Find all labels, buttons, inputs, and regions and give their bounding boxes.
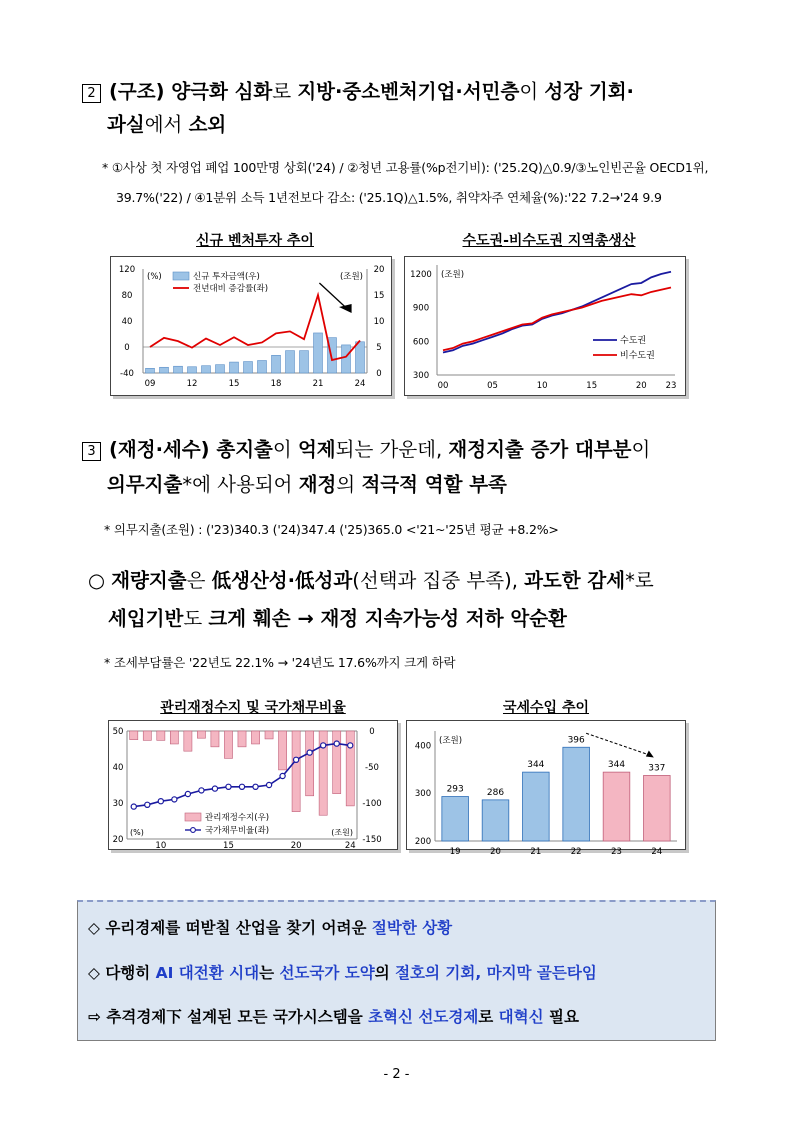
x-tick-label: 23 (665, 381, 677, 391)
summary-row-2 (88, 961, 597, 983)
line-point (185, 791, 190, 796)
data-label: 337 (648, 763, 666, 774)
bar (300, 351, 309, 373)
trend-arrow-head (339, 304, 352, 313)
x-tick-label: 24 (651, 847, 663, 857)
y-right-tick-label: -150 (362, 835, 382, 845)
bar (306, 731, 314, 796)
bar (523, 772, 550, 841)
line-point (294, 757, 299, 762)
x-tick-label: 09 (144, 379, 156, 389)
section-number-box: 3 (82, 442, 101, 461)
line-point (307, 750, 312, 755)
y-left-tick-label: 20 (112, 835, 124, 845)
bar (197, 731, 205, 738)
grdp-chart (404, 256, 686, 396)
y-tick-label: 200 (414, 837, 432, 847)
bar (286, 351, 295, 373)
section3-bullet-line2 (108, 606, 567, 631)
grdp-chart-svg (405, 257, 685, 395)
text-segment: 절호의 기회, 마지막 골든타임 (395, 964, 597, 982)
y-left-tick-label: 120 (118, 265, 136, 275)
y-left-tick-label: 30 (112, 799, 124, 809)
line-series (134, 744, 350, 807)
legend-bar-swatch (173, 272, 189, 280)
bar (356, 342, 365, 373)
y-tick-label: 1200 (410, 269, 432, 280)
trend-arrow-head (646, 750, 654, 757)
grdp-chart-title: 수도권-비수도권 지역총생산 (462, 233, 636, 249)
x-tick-label: 22 (570, 847, 582, 857)
y-left-tick-label: 40 (121, 317, 133, 327)
section2-note-line1: * ①사상 첫 자영업 폐업 100만명 상회('24) / ②청년 고용률(%p전기비): ('25.2Q)△0.9/③노인빈곤율 OECD1위, (102, 160, 709, 175)
trend-arrow (586, 733, 651, 755)
text-segment: 로 (272, 80, 298, 103)
y-left-tick-label: -40 (120, 369, 134, 379)
text-segment: 소외 (188, 113, 227, 136)
bar (442, 797, 469, 841)
text-segment: 초혁신 선도경제 (368, 1008, 479, 1026)
section3-bullet-line1 (88, 568, 654, 593)
legend-label: 관리재정수지(우) (205, 813, 270, 823)
text-segment: 이 (631, 438, 651, 461)
legend-label: 신규 투자금액(우) (193, 272, 260, 282)
x-tick-label: 24 (354, 379, 366, 389)
bar (130, 731, 138, 740)
y-right-tick-label: -100 (362, 799, 382, 809)
bar (211, 731, 219, 747)
y-right-tick-label: 5 (376, 343, 382, 353)
legend-label: 국가채무비율(좌) (205, 826, 270, 836)
line-point (266, 782, 271, 787)
bar (174, 366, 183, 373)
bar (143, 731, 151, 740)
text-segment: 대혁신 (498, 1008, 544, 1026)
x-tick-label: 00 (437, 381, 449, 391)
text-segment: 지방·중소벤처기업·서민층 (297, 80, 520, 103)
legend-point-swatch (191, 828, 196, 833)
line-point (199, 788, 204, 793)
x-tick-label: 05 (487, 381, 498, 391)
text-segment: 이 (272, 438, 298, 461)
x-tick-label: 15 (228, 379, 240, 389)
line-point (334, 741, 339, 746)
line-point (348, 743, 353, 748)
bar (157, 731, 165, 740)
data-label: 396 (567, 735, 585, 746)
text-segment: AI 대전환 시대 (155, 964, 260, 982)
legend-label: 전년대비 증감률(좌) (193, 284, 269, 294)
section3-headline-line1 (82, 437, 650, 462)
text-segment: (재정·세수) 총지출 (109, 438, 273, 461)
x-tick-label: 21 (530, 847, 542, 857)
bar (184, 731, 192, 751)
x-tick-label: 19 (449, 847, 461, 857)
tax-chart (406, 720, 686, 857)
section2-headline-line2 (107, 112, 226, 137)
text-segment: 성장 기회· (544, 80, 634, 103)
text-segment: 적극적 역할 부족 (361, 473, 507, 496)
text-segment: ◇ 다행히 (88, 964, 156, 982)
x-tick-label: 12 (186, 379, 198, 389)
data-label: 293 (446, 784, 464, 795)
text-segment: ○ (88, 569, 112, 592)
page-number: - 2 - (383, 1067, 410, 1082)
unit-label: (조원) (441, 270, 465, 280)
y-tick-label: 900 (412, 303, 430, 314)
bar (230, 362, 239, 373)
x-tick-label: 20 (635, 381, 647, 391)
text-segment: (선택과 집중 부족), (352, 569, 525, 592)
text-segment: ◇ 우리경제를 떠받칠 산업을 찾기 어려운 (88, 919, 372, 937)
y-right-tick-label: 10 (373, 317, 385, 327)
text-segment: 과도한 감세 (524, 569, 626, 592)
data-label: 344 (527, 760, 545, 771)
text-segment: 의무지출 (107, 473, 183, 496)
section3-headline-line2 (107, 472, 507, 497)
x-tick-label: 21 (312, 379, 324, 389)
text-segment: 는 (259, 964, 280, 982)
text-segment: 선도국가 도약 (279, 964, 375, 982)
bar (272, 355, 281, 373)
text-segment: 과실 (107, 113, 145, 136)
x-tick-label: 10 (155, 841, 167, 851)
legend-label: 수도권 (620, 336, 647, 346)
section3-note: * 의무지출(조원) : ('23)340.3 ('24)347.4 ('25)365.0 <'21~'25년 평균 +8.2%> (104, 522, 559, 537)
text-segment: 재정지출 증가 대부분 (448, 438, 632, 461)
text-segment: 이 (519, 80, 545, 103)
bar (216, 365, 225, 373)
y-right-tick-label: 0 (369, 727, 375, 737)
y-left-tick-label: 50 (112, 727, 124, 737)
bar (170, 731, 178, 744)
bar (202, 366, 211, 373)
bar (244, 362, 253, 373)
data-label: 286 (486, 787, 505, 798)
data-label: 344 (607, 760, 626, 771)
fiscal-chart-title: 관리재정수지 및 국가채무비율 (160, 700, 346, 716)
bar (188, 367, 197, 373)
text-segment: 절박한 상황 (371, 919, 453, 937)
right-unit-label: (조원) (339, 272, 363, 282)
text-segment: 은 (186, 569, 212, 592)
text-segment: 세입기반 (108, 607, 184, 630)
text-segment: (구조) 양극화 심화 (109, 80, 273, 103)
x-tick-label: 20 (490, 847, 501, 857)
section3-bullet-note: * 조세부담률은 '22년도 22.1% → '24년도 17.6%까지 크게 하락 (104, 655, 456, 670)
section2-note-line2: 39.7%('22) / ④1분위 소득 1년전보다 감소: ('25.1Q)△1.5%, 취약차주 연체율(%):'22 7.2→'24 9.9 (116, 190, 662, 205)
x-tick-label: 15 (586, 381, 598, 391)
bar (224, 731, 232, 758)
summary-box (77, 900, 716, 1041)
text-segment: 크게 훼손 → 재정 지속가능성 저하 악순환 (208, 607, 567, 630)
bar (160, 367, 169, 373)
summary-row-1 (88, 916, 452, 938)
right-unit-label: (조원) (331, 828, 353, 837)
y-right-tick-label: -50 (365, 763, 379, 773)
bar (238, 731, 246, 747)
venture-chart-title: 신규 벤처투자 추이 (196, 233, 314, 249)
text-segment: 되는 가운데, (335, 438, 449, 461)
y-tick-label: 300 (412, 371, 430, 381)
bar (279, 731, 287, 770)
y-tick-label: 400 (414, 741, 432, 752)
text-segment: 도 (183, 607, 209, 630)
summary-row-3 (88, 1005, 579, 1027)
x-tick-label: 24 (344, 841, 356, 851)
y-right-tick-label: 15 (373, 291, 385, 301)
bar (258, 361, 267, 373)
y-right-tick-label: 20 (373, 265, 385, 275)
line-point (239, 784, 244, 789)
section-number-box: 2 (82, 84, 101, 103)
x-tick-label: 18 (270, 379, 282, 389)
y-left-tick-label: 80 (121, 291, 133, 301)
text-segment: 低생산성·低성과 (211, 569, 353, 592)
bar (251, 731, 259, 744)
y-tick-label: 600 (412, 337, 430, 348)
bar (292, 731, 300, 812)
line-point (253, 784, 258, 789)
left-unit-label: (%) (130, 828, 144, 837)
line-point (131, 804, 136, 809)
y-left-tick-label: 0 (124, 343, 130, 353)
x-tick-label: 23 (611, 847, 622, 857)
text-segment: 필요 (543, 1008, 579, 1026)
left-unit-label: (%) (147, 272, 162, 282)
tax-chart-svg (407, 721, 685, 857)
bar (333, 731, 341, 794)
bar (342, 345, 351, 373)
text-segment: 재정 (298, 473, 337, 496)
legend-bar-swatch (185, 813, 201, 821)
line-point (158, 799, 163, 804)
line-point (321, 743, 326, 748)
fiscal-chart (108, 720, 398, 850)
fiscal-chart-svg (109, 721, 397, 849)
section2-headline-line1 (82, 79, 634, 104)
bar (146, 368, 155, 373)
x-tick-label: 10 (536, 381, 548, 391)
tax-chart-title: 국세수입 추이 (502, 700, 590, 716)
bar (314, 333, 323, 373)
venture-chart-svg (111, 257, 391, 395)
bar (265, 731, 273, 739)
bar (603, 772, 630, 841)
line-point (145, 802, 150, 807)
legend-label: 비수도권 (620, 351, 655, 361)
trend-arrow (319, 283, 347, 309)
line-point (280, 773, 285, 778)
y-left-tick-label: 40 (112, 763, 124, 773)
bar (644, 775, 671, 841)
line-point (226, 784, 231, 789)
text-segment: 억제 (297, 438, 336, 461)
x-tick-label: 20 (290, 841, 302, 851)
y-right-tick-label: 0 (376, 369, 382, 379)
bar (482, 800, 509, 841)
text-segment: 의 (374, 964, 396, 982)
text-segment: 에서 (144, 113, 189, 136)
line-point (212, 786, 217, 791)
text-segment: *로 (625, 569, 654, 592)
text-segment: *에 사용되어 (182, 473, 299, 496)
venture-chart (110, 256, 392, 396)
x-tick-label: 15 (223, 841, 234, 851)
text-segment: 재량지출 (111, 569, 187, 592)
line-point (172, 797, 177, 802)
text-segment: 의 (336, 473, 362, 496)
text-segment: ⇨ 추격경제下 설계된 모든 국가시스템을 (88, 1008, 369, 1026)
y-tick-label: 300 (414, 789, 432, 800)
unit-label: (조원) (439, 736, 463, 746)
bar (563, 747, 590, 841)
text-segment: 로 (478, 1008, 499, 1026)
